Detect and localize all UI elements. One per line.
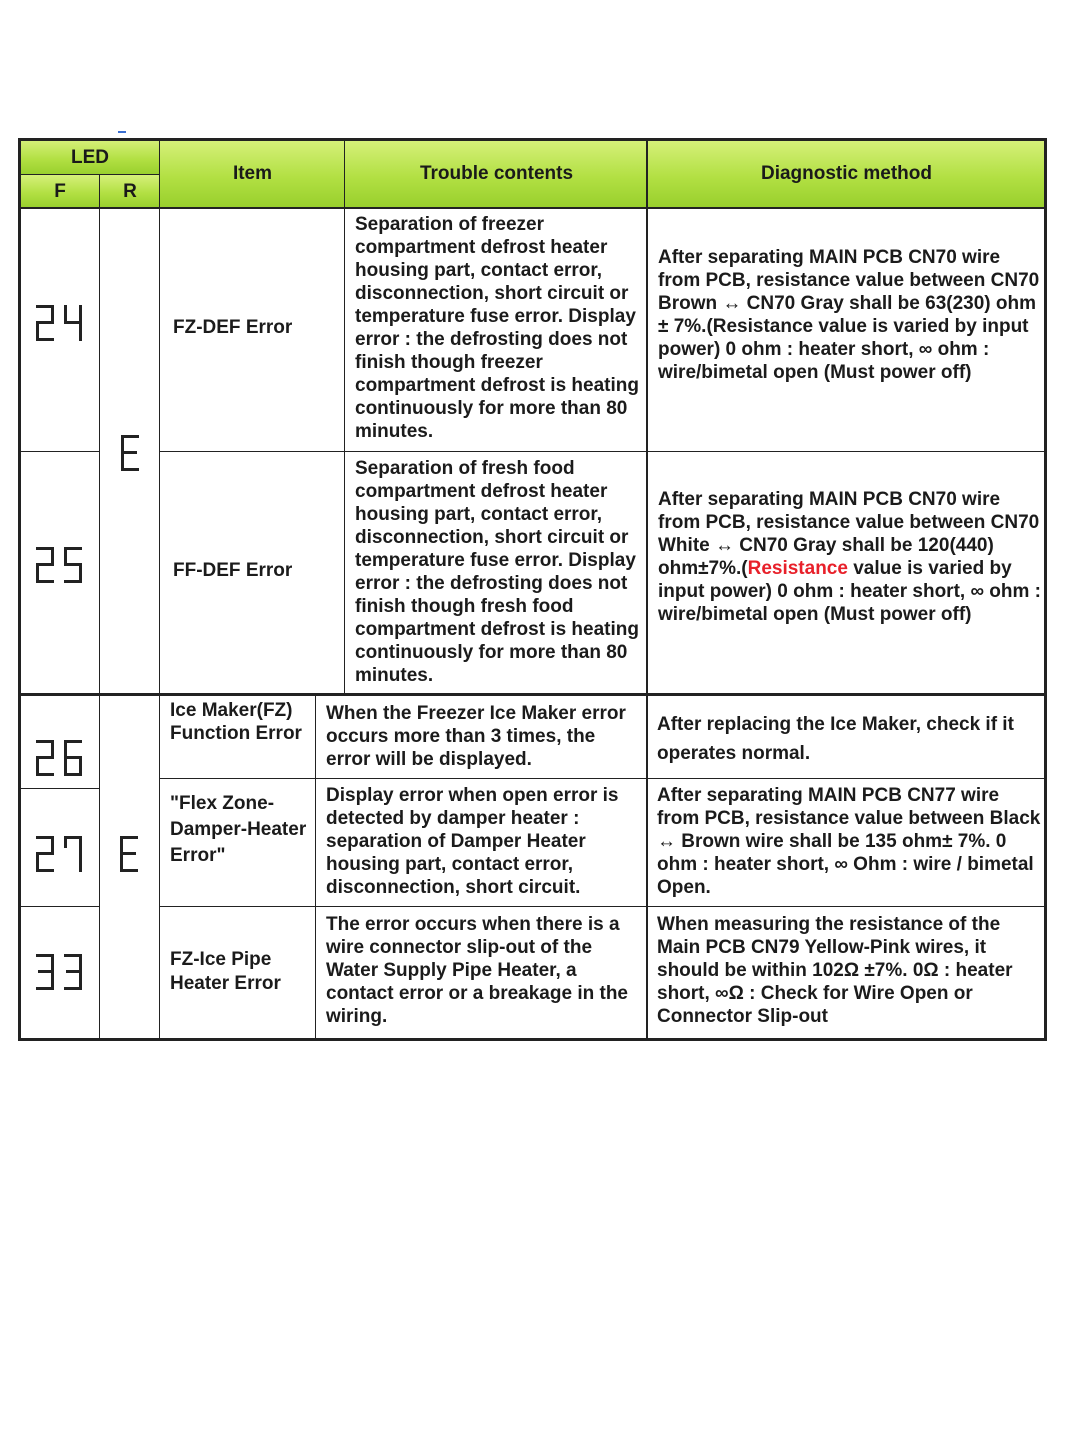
row-divider (18, 788, 100, 789)
segment-display-r-code (117, 834, 143, 876)
decorative-mark (118, 131, 126, 133)
column-divider (315, 694, 316, 1041)
row-divider (159, 451, 1047, 452)
item-cell: Ice Maker(FZ) Function Error (170, 700, 302, 744)
diagnostic-method-cell: When measuring the resistance of the Main PCB CN79 Yellow-Pink wires, it should be within 102Ω ±7%. 0Ω : heater short, ∞Ω : Check for Wire Open or Connector Slip-out (657, 914, 1013, 1027)
f-code-text: 26 (33, 738, 35, 739)
header-led: LED (20, 140, 160, 175)
header-trouble-contents: Trouble contents (345, 140, 648, 208)
column-divider (99, 175, 100, 1041)
diagnostic-text: After separating MAIN PCB CN70 wire from PCB, resistance value between CN70 White ↔ CN70 Gray shall be 120(440) ohm±7%.( (658, 489, 1040, 579)
r-code-text: E (117, 834, 118, 835)
header-f: F (20, 175, 100, 208)
header-r: R (100, 175, 160, 208)
diagnostic-method-cell (658, 488, 1042, 626)
item-cell: FZ-DEF Error (173, 317, 293, 338)
header-item: Item (160, 140, 345, 208)
segment-display-r-code (118, 433, 144, 475)
segment-display-f-code (33, 545, 93, 587)
header-diagnostic-method: Diagnostic method (648, 140, 1045, 208)
f-code-text: 27 (33, 834, 35, 835)
segment-display-f-code (33, 834, 93, 876)
diagnostic-method-cell: After replacing the Ice Maker, check if it operates normal. (657, 714, 1014, 764)
item-cell: "Flex Zone-Damper-Heater Error" (170, 793, 307, 866)
segment-display-f-code (33, 952, 93, 994)
row-divider (18, 906, 100, 907)
error-code-table (18, 138, 1047, 1041)
header-divider (18, 207, 1047, 209)
f-code-text: 24 (33, 303, 35, 304)
highlighted-word: Resistance (747, 558, 848, 579)
segment-display-f-code (33, 738, 93, 780)
column-divider (344, 138, 345, 694)
r-code-text: E (118, 433, 119, 434)
diagnostic-method-cell: After separating MAIN PCB CN77 wire from PCB, resistance value between Black ↔ Brown wire shall be 135 ohm± 7%. 0 ohm : heater short, ∞ Ohm : wire / bimetal Open. (657, 785, 1041, 898)
header-divider (20, 174, 160, 175)
row-divider (159, 778, 1047, 779)
trouble-contents-cell: Separation of fresh food compartment defrost heater housing part, contact error, disconnection, short circuit or temperature fuse error. Display error : the defrosting does not finish though fresh food compartment defrost is heating continuously for more than 80 minutes. (355, 458, 639, 686)
row-divider (159, 906, 1047, 907)
item-cell: FZ-Ice Pipe Heater Error (170, 949, 281, 994)
row-divider (18, 451, 100, 452)
item-cell: FF-DEF Error (173, 560, 293, 581)
f-code-text: 33 (33, 952, 35, 953)
trouble-contents-cell: Display error when open error is detected by damper heater : separation of Damper Heater housing part, contact error, disconnection, short circuit. (326, 785, 619, 898)
trouble-contents-cell: When the Freezer Ice Maker error occurs more than 3 times, the error will be displayed. (326, 703, 626, 770)
diagnostic-text: value is varied by input power) 0 ohm : heater short, ∞ ohm : wire/bimetal open (Must power off) (658, 558, 1041, 625)
table-border (18, 138, 1047, 141)
trouble-contents-cell: The error occurs when there is a wire connector slip-out of the Water Supply Pipe Heater, a contact error or a breakage in the wiring. (326, 914, 628, 1027)
segment-display-f-code (33, 303, 93, 345)
table-border (18, 1038, 1047, 1041)
diagnostic-method-cell: After separating MAIN PCB CN70 wire from PCB, resistance value between CN70 Brown ↔ CN70 Gray shall be 63(230) ohm ± 7%.(Resistance value is varied by input power) 0 ohm : heater short, ∞ ohm : wire/bimetal open (Must power off) (658, 247, 1040, 383)
trouble-contents-cell: Separation of freezer compartment defrost heater housing part, contact error, disconnection, short circuit or temperature fuse error. Display error : the defrosting does not finish though freezer compartment defrost is heating continuously for more than 80 minutes. (355, 214, 639, 442)
row-divider (18, 693, 1047, 696)
f-code-text: 25 (33, 545, 35, 546)
